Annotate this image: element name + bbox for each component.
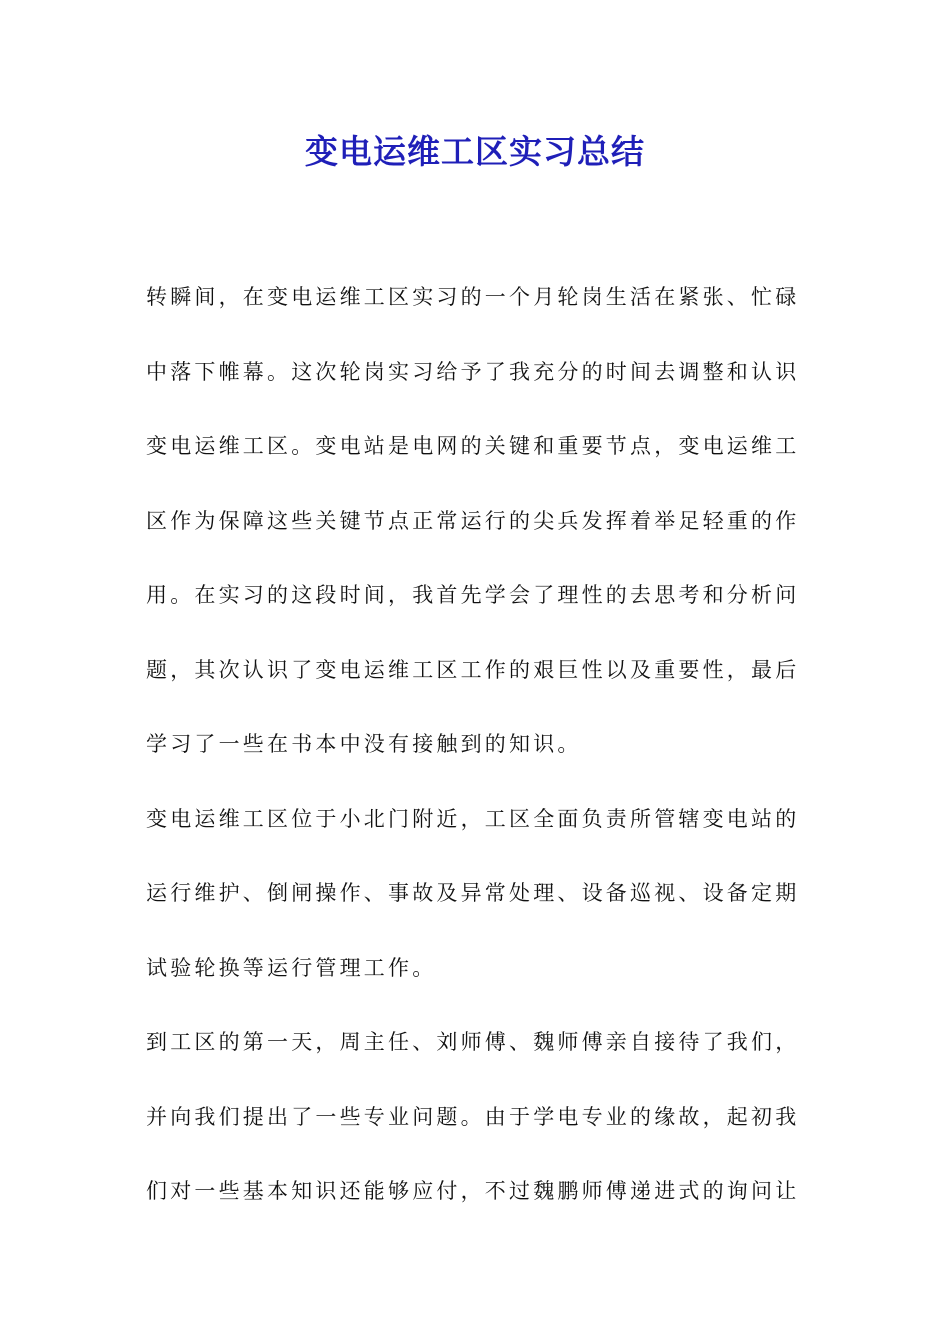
paragraph-1 (146, 260, 806, 782)
text-line: 变电运维工区位于小北门附近，工区全面负责所管辖变电站的 (146, 806, 800, 831)
text-line: 区作为保障这些关键节点正常运行的尖兵发挥着举足轻重的作 (146, 508, 800, 533)
text-line: 们对一些基本知识还能够应付，不过魏鹏师傅递进式的询问让 (146, 1179, 800, 1203)
text-line: 到工区的第一天，周主任、刘师傅、魏师傅亲自接待了我们， (146, 1030, 800, 1054)
text-line: 题，其次认识了变电运维工区工作的艰巨性以及重要性，最后 (146, 657, 800, 682)
text-line: 学习了一些在书本中没有接触到的知识。 (146, 732, 582, 756)
paragraph-3 (146, 1005, 806, 1229)
text-line: 运行维护、倒闸操作、事故及异常处理、设备巡视、设备定期 (146, 881, 800, 905)
document-body (146, 260, 806, 1229)
paragraph-2 (146, 782, 806, 1006)
document-title: 变电运维工区实习总结 (305, 132, 645, 171)
text-line: 试验轮换等运行管理工作。 (146, 955, 437, 980)
text-line: 转瞬间，在变电运维工区实习的一个月轮岗生活在紧张、忙碌 (146, 285, 800, 309)
text-line: 并向我们提出了一些专业问题。由于学电专业的缘故，起初我 (146, 1104, 800, 1129)
text-line: 中落下帷幕。这次轮岗实习给予了我充分的时间去调整和认识 (146, 359, 800, 384)
text-line: 变电运维工区。变电站是电网的关键和重要节点，变电运维工 (146, 434, 800, 458)
text-line: 用。在实习的这段时间，我首先学会了理性的去思考和分析问 (146, 583, 800, 607)
